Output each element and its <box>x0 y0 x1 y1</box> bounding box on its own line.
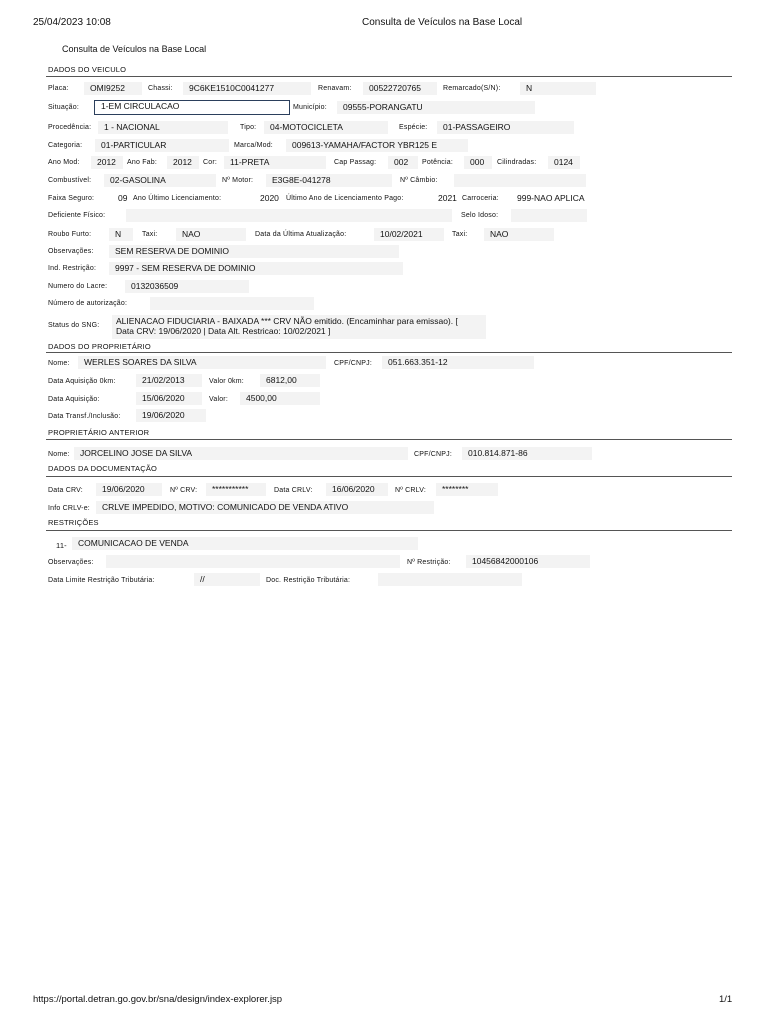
section-divider <box>46 439 732 440</box>
prop-nome-value: WERLES SOARES DA SILVA <box>78 356 326 369</box>
n-crv-value: *********** <box>206 483 266 496</box>
data-aq-0km-label: Data Aquisição 0km: <box>48 378 116 385</box>
doc-restricao-label: Doc. Restrição Tributária: <box>266 577 351 584</box>
autorizacao-label: Número de autorização: <box>48 300 128 307</box>
n-crlv-value: ******** <box>436 483 498 496</box>
taxi2-value: NAO <box>484 228 554 241</box>
cor-value: 11-PRETA <box>224 156 326 169</box>
lacre-value: 0132036509 <box>125 280 249 293</box>
observacoes-label: Observações: <box>48 248 94 255</box>
section-divider <box>46 352 732 353</box>
ant-cpf-value: 010.814.871-86 <box>462 447 592 460</box>
marca-label: Marca/Mod: <box>234 142 273 149</box>
ind-restricao-value: 9997 - SEM RESERVA DE DOMINIO <box>109 262 403 275</box>
page-title: Consulta de Veículos na Base Local <box>62 44 207 54</box>
renavam-value: 00522720765 <box>363 82 437 95</box>
potencia-value: 000 <box>464 156 492 169</box>
faixa-value: 09 <box>112 192 132 205</box>
cap-passag-value: 002 <box>388 156 418 169</box>
tipo-value: 04-MOTOCICLETA <box>264 121 388 134</box>
renavam-label: Renavam: <box>318 85 352 92</box>
faixa-label: Faixa Seguro: <box>48 195 95 202</box>
restricao-item-desc: COMUNICACAO DE VENDA <box>72 537 418 550</box>
cilindradas-value: 0124 <box>548 156 580 169</box>
motor-value: E3G8E-041278 <box>266 174 392 187</box>
valor-value: 4500,00 <box>240 392 320 405</box>
especie-value: 01-PASSAGEIRO <box>437 121 574 134</box>
data-crv-value: 19/06/2020 <box>96 483 162 496</box>
situacao-label: Situação: <box>48 104 79 111</box>
procedencia-label: Procedência: <box>48 124 92 131</box>
section-dados-veiculo: DADOS DO VEICULO <box>48 65 127 74</box>
deficiente-label: Deficiente Físico: <box>48 212 106 219</box>
motor-label: Nº Motor: <box>222 177 254 184</box>
section-divider <box>46 76 732 77</box>
cap-passag-label: Cap Passag: <box>334 159 377 166</box>
valor-label: Valor: <box>209 396 228 403</box>
n-crlv-label: Nº CRLV: <box>395 487 426 494</box>
selo-idoso-value <box>511 209 587 222</box>
rest-observacoes-value <box>106 555 400 568</box>
observacoes-value: SEM RESERVA DE DOMINIO <box>109 245 399 258</box>
remarcado-value: N <box>520 82 596 95</box>
especie-label: Espécie: <box>399 124 428 131</box>
section-dados-proprietario: DADOS DO PROPRIETÁRIO <box>48 342 151 351</box>
ano-mod-label: Ano Mod: <box>48 159 80 166</box>
ano-fab-value: 2012 <box>167 156 199 169</box>
taxi2-label: Taxi: <box>452 231 468 238</box>
data-ult-atual-value: 10/02/2021 <box>374 228 444 241</box>
procedencia-value: 1 - NACIONAL <box>98 121 228 134</box>
ult-ano-lic-pago-label: Último Ano de Licenciamento Pago: <box>286 195 404 202</box>
sng-line-2: Data CRV: 19/06/2020 | Data Alt. Restricao: 10/02/2021 ] <box>116 326 331 336</box>
categoria-value: 01-PARTICULAR <box>95 139 229 152</box>
taxi1-value: NAO <box>176 228 246 241</box>
data-aq-label: Data Aquisição: <box>48 396 100 403</box>
sng-line-1: ALIENACAO FIDUCIARIA - BAIXADA *** CRV NÃO emitido. (Encaminhar para emissao). [ <box>116 316 458 326</box>
cilindradas-label: Cilindradas: <box>497 159 537 166</box>
chassi-value: 9C6KE1510C0041277 <box>183 82 311 95</box>
rest-observacoes-label: Observações: <box>48 559 94 566</box>
sng-label: Status do SNG: <box>48 322 100 329</box>
roubo-value: N <box>109 228 133 241</box>
info-crlv-value: CRLVE IMPEDIDO, MOTIVO: COMUNICADO DE VENDA ATIVO <box>96 501 434 514</box>
ano-ult-lic-label: Ano Último Licenciamento: <box>133 195 222 202</box>
data-transf-value: 19/06/2020 <box>136 409 206 422</box>
data-transf-label: Data Transf./Inclusão: <box>48 413 121 420</box>
prop-nome-label: Nome: <box>48 360 70 367</box>
situacao-value: 1-EM CIRCULACAO <box>94 100 290 115</box>
data-limite-label: Data Limite Restrição Tributária: <box>48 577 155 584</box>
print-title: Consulta de Veículos na Base Local <box>362 17 523 28</box>
cambio-label: Nº Câmbio: <box>400 177 438 184</box>
prop-cpf-value: 051.663.351-12 <box>382 356 534 369</box>
section-divider <box>46 476 732 477</box>
print-datetime: 25/04/2023 10:08 <box>33 17 111 28</box>
n-crv-label: Nº CRV: <box>170 487 198 494</box>
n-restricao-label: Nº Restrição: <box>407 559 451 566</box>
section-dados-documentacao: DADOS DA DOCUMENTAÇÃO <box>48 464 158 473</box>
municipio-value: 09555-PORANGATU <box>337 101 535 114</box>
tipo-label: Tipo: <box>240 124 257 131</box>
categoria-label: Categoria: <box>48 142 83 149</box>
ant-cpf-label: CPF/CNPJ: <box>414 451 452 458</box>
cor-label: Cor: <box>203 159 218 166</box>
carroceria-value: 999-NAO APLICA <box>511 192 601 205</box>
cambio-value <box>454 174 586 187</box>
chassi-label: Chassi: <box>148 85 173 92</box>
placa-label: Placa: <box>48 85 69 92</box>
data-limite-value: // <box>194 573 260 586</box>
taxi1-label: Taxi: <box>142 231 158 238</box>
deficiente-value <box>126 209 452 222</box>
ind-restricao-label: Ind. Restrição: <box>48 265 97 272</box>
valor-0km-value: 6812,00 <box>260 374 320 387</box>
combustivel-value: 02-GASOLINA <box>104 174 216 187</box>
data-crv-label: Data CRV: <box>48 487 83 494</box>
footer-url: https://portal.detran.go.gov.br/sna/design/index-explorer.jsp <box>33 994 283 1005</box>
doc-restricao-value <box>378 573 522 586</box>
section-proprietario-anterior: PROPRIETÁRIO ANTERIOR <box>48 428 150 437</box>
ano-fab-label: Ano Fab: <box>127 159 158 166</box>
ano-mod-value: 2012 <box>91 156 123 169</box>
section-restricoes: RESTRIÇÕES <box>48 518 99 527</box>
potencia-label: Potência: <box>422 159 453 166</box>
autorizacao-value <box>150 297 314 310</box>
valor-0km-label: Valor 0km: <box>209 378 244 385</box>
remarcado-label: Remarcado(S/N): <box>443 85 501 92</box>
marca-value: 009613-YAMAHA/FACTOR YBR125 E <box>286 139 468 152</box>
info-crlv-label: Info CRLV-e: <box>48 505 90 512</box>
data-aq-value: 15/06/2020 <box>136 392 202 405</box>
ant-nome-label: Nome: <box>48 451 70 458</box>
data-crlv-label: Data CRLV: <box>274 487 313 494</box>
ant-nome-value: JORCELINO JOSE DA SILVA <box>74 447 408 460</box>
carroceria-label: Carroceria: <box>462 195 499 202</box>
placa-value: OMI9252 <box>84 82 142 95</box>
data-crlv-value: 16/06/2020 <box>326 483 388 496</box>
restricao-item-code: 11- <box>56 541 67 550</box>
section-divider <box>46 530 732 531</box>
municipio-label: Município: <box>293 104 327 111</box>
selo-idoso-label: Selo Idoso: <box>461 212 499 219</box>
roubo-label: Roubo Furto: <box>48 231 92 238</box>
combustivel-label: Combustível: <box>48 177 92 184</box>
lacre-label: Numero do Lacre: <box>48 283 108 290</box>
prop-cpf-label: CPF/CNPJ: <box>334 360 372 367</box>
ano-ult-lic-value: 2020 <box>254 192 284 205</box>
footer-page-number: 1/1 <box>719 994 733 1005</box>
n-restricao-value: 10456842000106 <box>466 555 590 568</box>
sng-value <box>112 315 486 339</box>
data-aq-0km-value: 21/02/2013 <box>136 374 202 387</box>
data-ult-atual-label: Data da Última Atualização: <box>255 231 347 238</box>
ult-ano-lic-pago-value: 2021 <box>432 192 462 205</box>
